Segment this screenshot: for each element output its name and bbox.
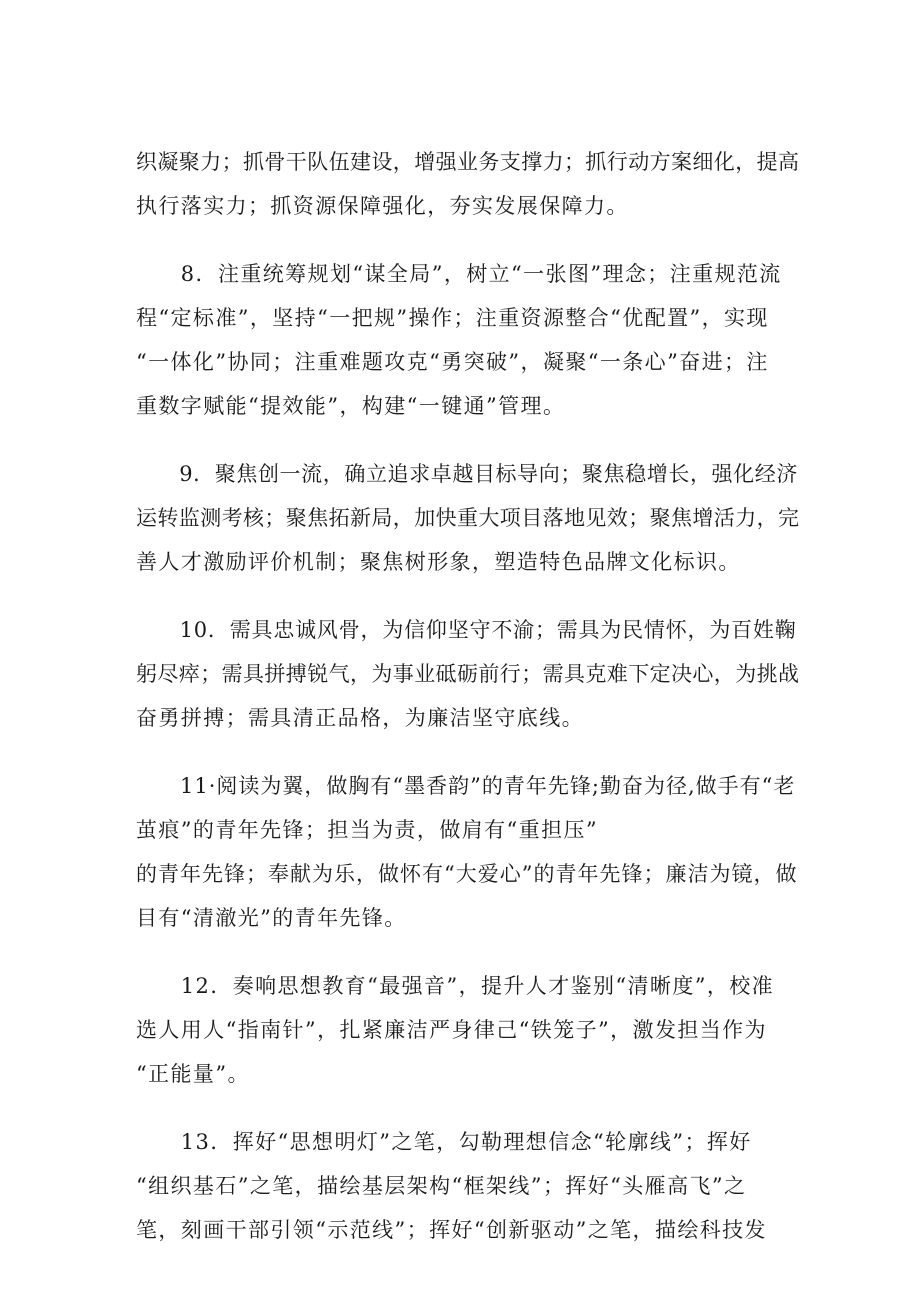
text-line: 奋勇拼搏；需具清正品格，为廉洁坚守底线。 (136, 706, 584, 730)
text-line: “组织基石”之笔，描绘基层架构“框架线”；挥好“头雁高飞”之 (136, 1174, 747, 1198)
paragraph-12 (136, 964, 800, 1096)
text-line: “正能量”。 (136, 1062, 250, 1086)
paragraph-11 (136, 764, 800, 940)
text-line: 重数字赋能“提效能”，构建“一键通”管理。 (136, 394, 566, 418)
paragraph-7-continued (136, 140, 800, 228)
text-line: 笔，刻画干部引领“示范线”；挥好“创新驱动”之笔，描绘科技发 (136, 1218, 767, 1242)
text-line: 目有“清澈光”的青年先锋。 (136, 906, 407, 930)
text-line: 的青年先锋；奉献为乐，做怀有“大爱心”的青年先锋；廉洁为镜，做 (136, 862, 798, 886)
text-line: 9．聚焦创一流，确立追求卓越目标导向；聚焦稳增长，强化经济 (136, 462, 798, 486)
text-line: 13．挥好“思想明灯”之笔，勾勒理想信念“轮廓线”；挥好 (136, 1130, 752, 1154)
text-line: 运转监测考核；聚焦拓新局，加快重大项目落地见效；聚焦增活力，完 (136, 506, 800, 530)
paragraph-10 (136, 608, 800, 740)
text-line: 善人才激励评价机制；聚焦树形象，塑造特色品牌文化标识。 (136, 550, 741, 574)
text-line: 12．奏响思想教育“最强音”，提升人才鉴别“清晰度”，校准 (136, 974, 775, 998)
text-line: 11·阅读为翼，做胸有“墨香韵”的青年先锋;勤奋为径,做手有“老 (136, 774, 796, 798)
text-line: 茧痕”的青年先锋；担当为责，做肩有“重担压” (136, 818, 599, 842)
text-line: 躬尽瘁；需具拼搏锐气，为事业砥砺前行；需具克难下定决心，为挑战 (136, 662, 800, 686)
text-line: 选人用人“指南针”，扎紧廉洁严身律己“铁笼子”，激发担当作为 (136, 1018, 767, 1042)
text-line: 8．注重统筹规划“谋全局”，树立“一张图”理念；注重规范流 (136, 262, 782, 286)
text-line: 程“定标准”，坚持“一把规”操作；注重资源整合“优配置”，实现 (136, 306, 769, 330)
paragraph-9 (136, 452, 800, 584)
text-line: 织凝聚力；抓骨干队伍建设，增强业务支撑力；抓行动方案细化，提高 (136, 150, 800, 174)
text-line: “一体化”协同；注重难题攻克“勇突破”，凝聚“一条心”奋进；注 (136, 350, 769, 374)
text-line: 执行落实力；抓资源保障强化，夯实发展保障力。 (136, 194, 629, 218)
text-line: 10．需具忠诚风骨，为信仰坚守不渝；需具为民情怀，为百姓鞠 (136, 618, 797, 642)
paragraph-8 (136, 252, 800, 428)
paragraph-13 (136, 1120, 800, 1252)
